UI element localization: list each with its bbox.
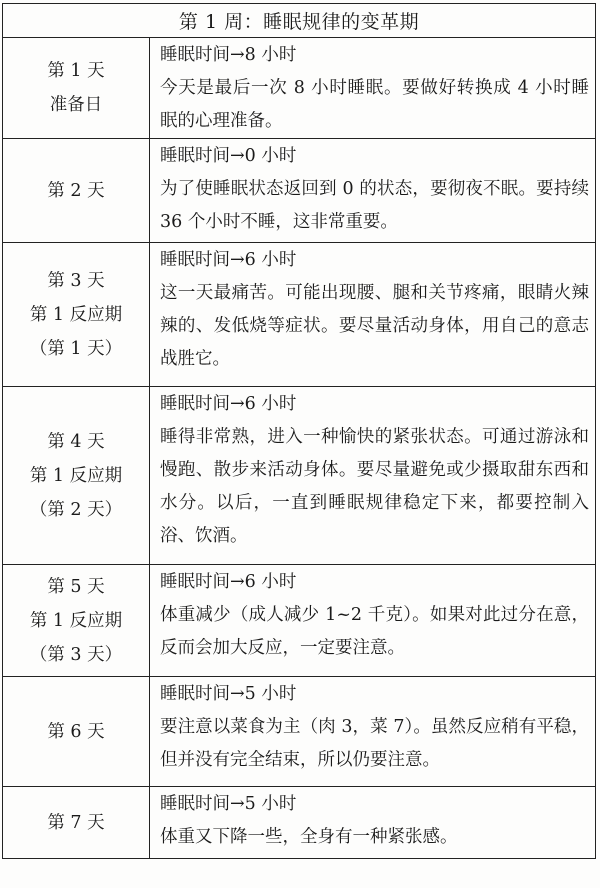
day-sublabel: （第 2 天） bbox=[29, 499, 123, 520]
table-row bbox=[3, 677, 596, 787]
description-text: 体重减少（成人减少 1~2 千克）。如果对此过分在意，反而会加大反应，一定要注意。 bbox=[160, 605, 589, 658]
description-text: 今天是最后一次 8 小时睡眠。要做好转换成 4 小时睡眠的心理准备。 bbox=[160, 78, 589, 131]
table-row bbox=[3, 787, 596, 859]
day-label: 第 3 天 bbox=[47, 270, 105, 291]
day-sublabel: （第 3 天） bbox=[29, 644, 123, 665]
day-sublabel: 准备日 bbox=[49, 95, 103, 115]
description-cell bbox=[150, 787, 596, 859]
table-row bbox=[3, 565, 596, 677]
day-cell bbox=[3, 243, 150, 387]
table-title-row bbox=[3, 4, 596, 38]
description-text: 睡得非常熟，进入一种愉快的紧张状态。可通过游泳和慢跑、散步来活动身体。要尽量避免或少摄取甜东西和水分。以后，一直到睡眠规律稳定下来，都要控制入浴、饮酒。 bbox=[160, 427, 589, 546]
day-sublabel: 第 1 反应期 bbox=[29, 465, 123, 486]
day-sublabel: 第 1 反应期 bbox=[29, 610, 123, 631]
sleep-time: 睡眠时间→6 小时 bbox=[160, 250, 297, 270]
table-row bbox=[3, 139, 596, 243]
description-text: 这一天最痛苦。可能出现腰、腿和关节疼痛，眼睛火辣辣的、发低烧等症状。要尽量活动身体，用自己的意志战胜它。 bbox=[160, 283, 589, 369]
description-cell bbox=[150, 38, 596, 139]
description-text: 要注意以菜食为主（肉 3，菜 7）。虽然反应稍有平稳，但并没有完全结束，所以仍要注意。 bbox=[160, 717, 589, 770]
day-label: 第 6 天 bbox=[47, 721, 105, 742]
day-cell bbox=[3, 677, 150, 787]
day-label: 第 7 天 bbox=[47, 812, 105, 833]
day-cell bbox=[3, 38, 150, 139]
table-row bbox=[3, 243, 596, 387]
day-cell bbox=[3, 787, 150, 859]
sleep-time: 睡眠时间→8 小时 bbox=[160, 45, 297, 65]
table-title: 第 1 周：睡眠规律的变革期 bbox=[3, 4, 596, 38]
day-cell bbox=[3, 565, 150, 677]
sleep-time: 睡眠时间→6 小时 bbox=[160, 572, 297, 592]
day-label: 第 2 天 bbox=[47, 180, 105, 201]
day-label: 第 4 天 bbox=[47, 431, 105, 452]
day-sublabel: （第 1 天） bbox=[29, 338, 123, 359]
description-cell bbox=[150, 139, 596, 243]
table-row bbox=[3, 38, 596, 139]
day-cell bbox=[3, 139, 150, 243]
sleep-time: 睡眠时间→0 小时 bbox=[160, 146, 297, 166]
day-label: 第 1 天 bbox=[47, 61, 105, 81]
sleep-time: 睡眠时间→5 小时 bbox=[160, 684, 297, 704]
sleep-time: 睡眠时间→5 小时 bbox=[160, 794, 297, 814]
description-text: 为了使睡眠状态返回到 0 的状态，要彻夜不眠。要持续 36 个小时不睡，这非常重要。 bbox=[160, 179, 589, 232]
description-text: 体重又下降一些，全身有一种紧张感。 bbox=[160, 827, 458, 847]
description-cell bbox=[150, 677, 596, 787]
description-cell bbox=[150, 243, 596, 387]
day-label: 第 5 天 bbox=[47, 576, 105, 597]
day-cell bbox=[3, 387, 150, 565]
table-row bbox=[3, 387, 596, 565]
sleep-schedule-table bbox=[2, 3, 596, 859]
day-sublabel: 第 1 反应期 bbox=[29, 304, 123, 325]
description-cell bbox=[150, 565, 596, 677]
description-cell bbox=[150, 387, 596, 565]
sleep-time: 睡眠时间→6 小时 bbox=[160, 394, 297, 414]
